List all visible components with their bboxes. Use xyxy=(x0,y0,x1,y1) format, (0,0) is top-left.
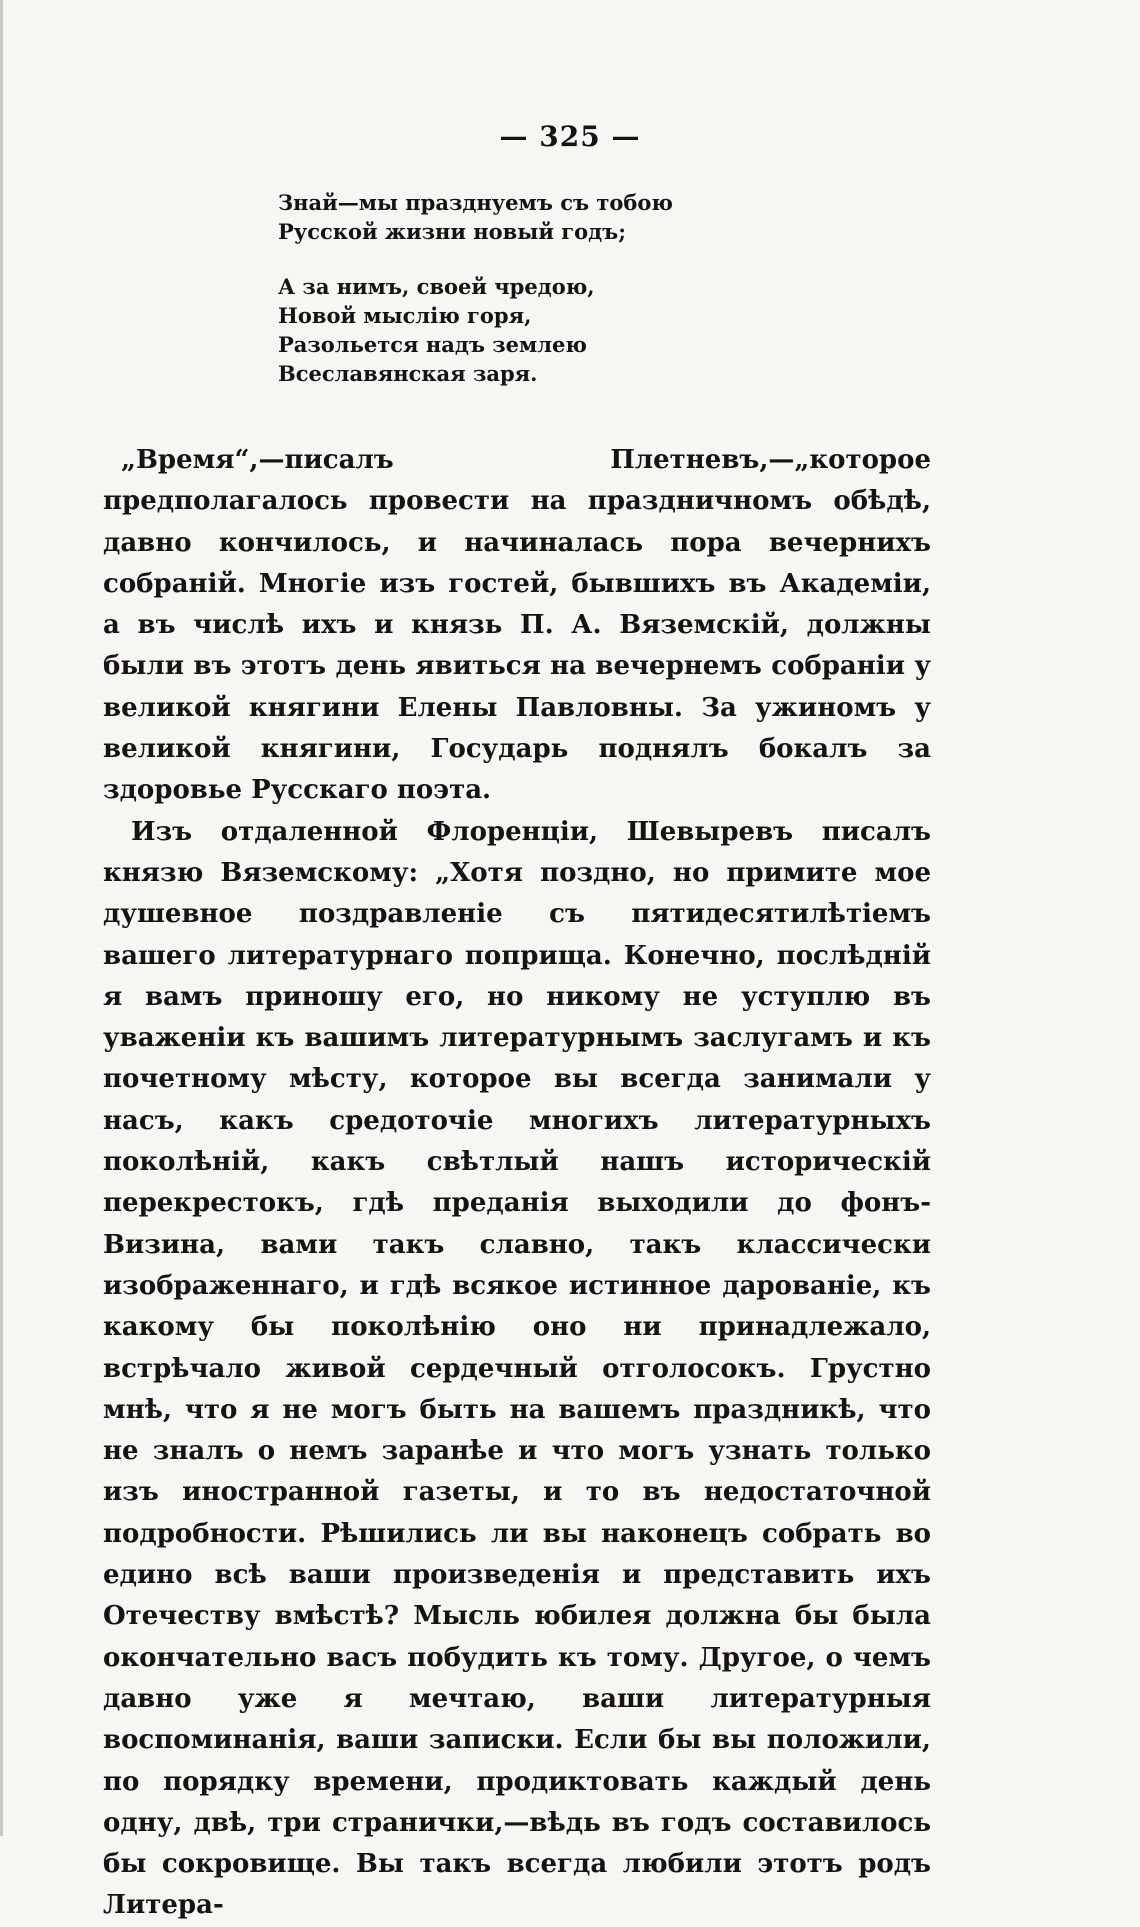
poem-line: Всеславянская заря. xyxy=(278,361,538,386)
poem-line: А за нимъ, своей чредою, xyxy=(278,274,595,299)
poem-line: Русской жизни новый годъ; xyxy=(278,219,626,244)
poem-line: Разольется надъ землею xyxy=(278,332,587,357)
poem-stanza-2 xyxy=(278,272,698,388)
body-text xyxy=(103,440,931,1927)
paragraph-pletnev: „Время“,—писалъ Плетневъ,—„которое предполагалось провести на праздничномъ обѣдѣ, давно кончилось, и начиналась пора вечернихъ собраній. Многіе изъ гостей, бывшихъ въ Академіи, а въ числѣ ихъ и князь П. А. Вяземскій, должны были въ этотъ день явиться на вечернемъ собраніи у великой княгини Елены Павловны. За ужиномъ у великой княгини, Государь поднялъ бокалъ за здоровье Русскаго поэта. xyxy=(103,445,931,806)
paragraph-shevyrev-letter: Изъ отдаленной Флоренціи, Шевыревъ писалъ князю Вяземскому: „Хотя поздно, но примите мое душевное поздравленіе съ пятидесятилѣтіемъ вашего литературнаго поприща. Конечно, послѣдній я вамъ приношу его, но никому не уступлю въ уваженіи къ вашимъ литературнымъ заслугамъ и къ почетному мѣсту, которое вы всегда занимали у насъ, какъ средоточіе многихъ литературныхъ поколѣній, какъ свѣтлый нашъ историческій перекрестокъ, гдѣ преданія выходили до фонъ-Визина, вами такъ славно, такъ классически изображеннаго, и гдѣ всякое истинное дарованіе, къ какому бы поколѣнію оно ни принадлежало, встрѣчало живой сердечный отголосокъ. Грустно мнѣ, что я не могъ быть на вашемъ праздникѣ, что не зналъ о немъ заранѣе и что могъ узнать только изъ иностранной газеты, и то въ недостаточной подробности. Рѣшились ли вы наконецъ собрать во едино всѣ ваши произведенія и представить ихъ Отечеству вмѣстѣ? Мысль юбилея должна бы была окончательно васъ побудить къ тому. Другое, о чемъ давно уже я мечтаю, ваши литературныя воспоминанія, ваши записки. Если бы вы положили, по порядку времени, продиктовать каждый день одну, двѣ, три странички,—вѣдь въ годъ составилось бы сокровище. Вы такъ всегда любили этотъ родъ Литера- xyxy=(103,816,931,1921)
poem-line: Знай—мы празднуемъ съ тобою xyxy=(278,190,673,215)
poem-stanza-1 xyxy=(278,188,698,246)
page-number: — 325 — xyxy=(499,120,641,153)
poem-line: Новой мыслію горя, xyxy=(278,303,532,328)
page-edge xyxy=(0,0,3,1836)
poem-quote xyxy=(278,188,698,388)
